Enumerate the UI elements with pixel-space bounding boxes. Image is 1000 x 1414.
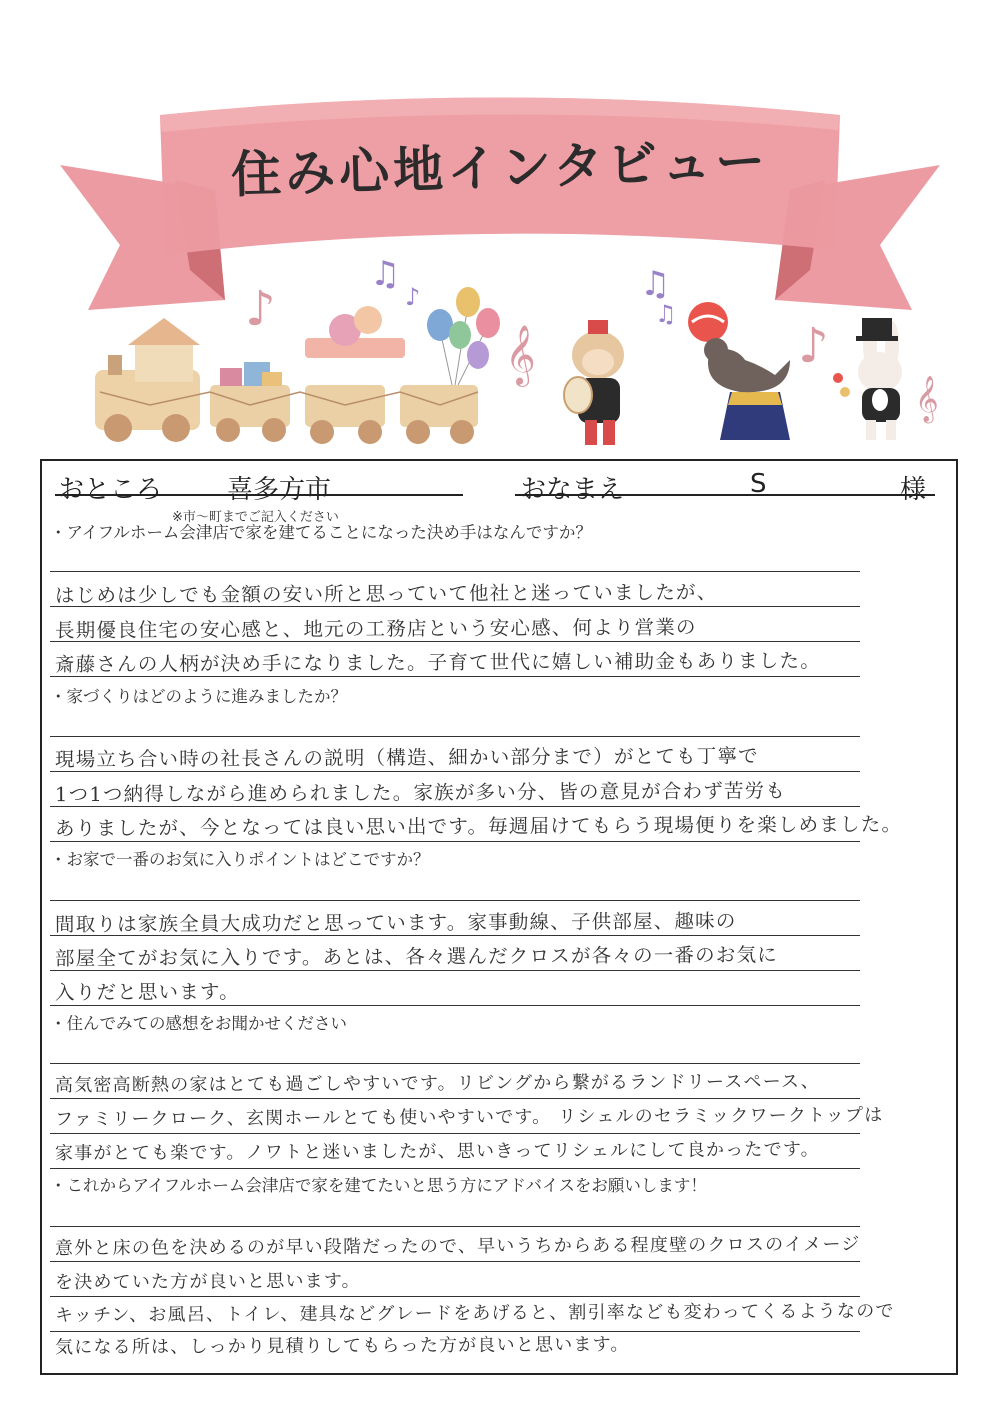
address-note: ※市～町までご記入ください bbox=[172, 510, 339, 525]
music-note-icon bbox=[370, 254, 677, 328]
answer-4-line-2: ファミリークローク、玄関ホールとても使いやすいです。 リシェルのセラミックワークトップは bbox=[54, 1104, 884, 1131]
balloons-icon bbox=[427, 287, 500, 385]
answer-2-line-2: 1つ1つ納得しながら進められました。家族が多い分、皆の意見が合わず苦労も bbox=[54, 779, 787, 807]
seal-with-ball-icon bbox=[688, 302, 790, 440]
answer-1-line-2: 長期優良住宅の安心感と、地元の工務店という安心感、何より営業の bbox=[54, 615, 697, 643]
name-suffix: 様 bbox=[900, 475, 927, 505]
rule-line bbox=[50, 900, 860, 901]
address-underline bbox=[55, 494, 463, 496]
rule-line bbox=[50, 1226, 860, 1227]
address-value: 喜多方市 bbox=[227, 475, 332, 505]
svg-text:𝄞: 𝄞 bbox=[505, 325, 536, 385]
rabbit-magician-icon bbox=[833, 318, 902, 440]
name-value: S bbox=[750, 469, 767, 499]
svg-text:♪: ♪ bbox=[245, 281, 276, 337]
answer-4-line-1: 高気密高断熱の家はとても過ごしやすいです。リビングから繋がるランドリースペース、 bbox=[54, 1071, 820, 1097]
svg-text:♫: ♫ bbox=[640, 264, 671, 304]
address-label: おところ bbox=[58, 475, 163, 505]
answer-2-line-1: 現場立ち合い時の社長さんの説明（構造、細かい部分まで）がとても丁寧で bbox=[54, 744, 759, 772]
rule-line bbox=[50, 736, 860, 737]
name-label: おなまえ bbox=[520, 475, 625, 505]
rule-line bbox=[50, 1005, 860, 1006]
answer-5-line-1: 意外と床の色を決めるのが早い段階だったので、早いうちからある程度壁のクロスのイメージ bbox=[54, 1233, 861, 1260]
svg-text:♫: ♫ bbox=[655, 300, 677, 328]
header-art bbox=[0, 0, 1000, 455]
answer-5-line-2: を決めていた方が良いと思います。 bbox=[54, 1270, 361, 1294]
question-2: ・家づくりはどのように進みましたか？ bbox=[50, 687, 347, 706]
question-3: ・お家で一番のお気に入りポイントはどこですか？ bbox=[50, 850, 430, 869]
rule-line bbox=[50, 841, 860, 842]
svg-text:♪: ♪ bbox=[405, 283, 421, 311]
answer-3-line-1: 間取りは家族全員大成功だと思っています。家事動線、子供部屋、趣味の bbox=[54, 909, 737, 937]
rule-line bbox=[50, 1261, 860, 1262]
header-illustration bbox=[0, 0, 1000, 455]
answer-5-line-3: キッチン、お風呂、トイレ、建具などグレードをあげると、割引率なども変わってくるようなので bbox=[54, 1300, 895, 1327]
rule-line bbox=[50, 1168, 860, 1169]
question-4: ・住んでみての感想をお聞かせください bbox=[50, 1014, 347, 1033]
answer-4-line-3: 家事がとても楽です。ノワトと迷いましたが、思いきってリシェルにして良かったです。 bbox=[54, 1139, 820, 1165]
monkey-drummer-icon bbox=[564, 320, 624, 445]
rule-line bbox=[50, 571, 860, 572]
answer-2-line-3: ありましたが、今となっては良い思い出です。毎週届けてもらう現場便りを楽しめました。 bbox=[54, 812, 903, 841]
page-title: 住み心地インタビュー bbox=[230, 131, 770, 205]
rule-line bbox=[50, 1063, 860, 1064]
svg-text:𝄞: 𝄞 bbox=[915, 376, 939, 422]
answer-1-line-3: 斎藤さんの人柄が決め手になりました。子育て世代に嬉しい補助金もありました。 bbox=[54, 649, 821, 677]
answer-1-line-1: はじめは少しでも金額の安い所と思っていて他社と迷っていましたが、 bbox=[54, 580, 718, 608]
name-underline bbox=[515, 494, 935, 496]
svg-text:♪: ♪ bbox=[798, 318, 829, 374]
answer-3-line-2: 部屋全てがお気に入りです。あとは、各々選んだクロスが各々の一番のお気に bbox=[54, 943, 779, 971]
question-1: ・アイフルホーム会津店で家を建てることになった決め手はなんですか？ bbox=[50, 523, 592, 542]
rule-line bbox=[50, 1098, 860, 1099]
toy-train-icon bbox=[95, 306, 478, 444]
answer-5-line-4: 気になる所は、しっかり見積りしてもらった方が良いと思います。 bbox=[54, 1334, 630, 1359]
svg-text:♫: ♫ bbox=[370, 254, 401, 294]
rule-line bbox=[50, 1133, 860, 1134]
answer-3-line-3: 入りだと思います。 bbox=[54, 980, 240, 1005]
question-5: ・これからアイフルホーム会津店で家を建てたいと思う方にアドバイスをお願いします！ bbox=[50, 1176, 707, 1195]
